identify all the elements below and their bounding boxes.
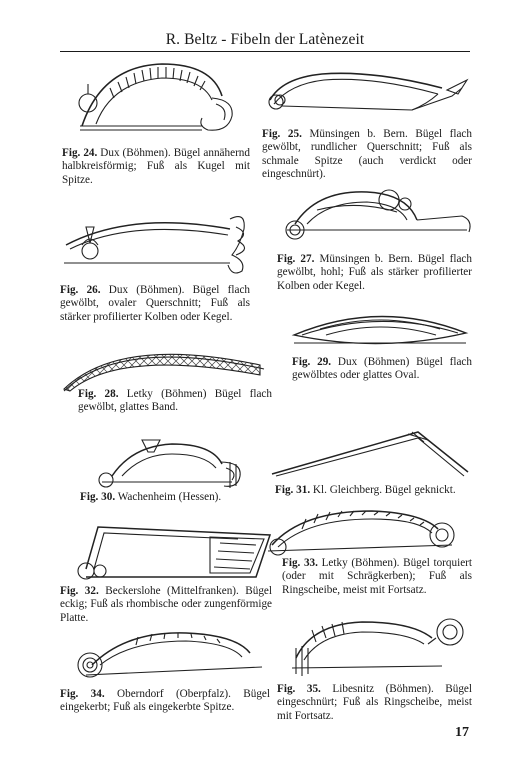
caption-text: Libesnitz (Böhmen). Bügel eingeschnürt; Fuß als Ringscheibe, meist mit Fortsatz. <box>277 683 472 722</box>
fibula-drawing-fig-29 <box>290 305 470 353</box>
header-rule <box>60 51 470 52</box>
caption-label: Fig. 25. <box>262 128 302 140</box>
caption-fig-30 <box>80 491 260 504</box>
caption-fig-35 <box>277 683 472 723</box>
caption-label: Fig. 26. <box>60 284 101 296</box>
caption-text: Wachenheim (Hessen). <box>117 491 222 503</box>
fibula-drawing-fig-33 <box>262 505 472 560</box>
fibula-drawing-fig-30 <box>92 432 247 492</box>
caption-fig-29 <box>292 356 472 383</box>
caption-text: Kl. Gleichberg. Bügel geknickt. <box>312 484 456 496</box>
page-number: 17 <box>455 725 469 740</box>
caption-label: Fig. 32. <box>60 585 99 597</box>
fibula-drawing-fig-35 <box>282 608 472 680</box>
caption-text: Dux (Böhmen) Bügel flach gewölbtes oder glattes Oval. <box>292 356 472 382</box>
caption-label: Fig. 34. <box>60 688 105 700</box>
caption-text: Oberndorf (Oberpfalz). Bügel eingekerbt; Fuß als eingekerbte Spitze. <box>60 688 270 714</box>
caption-fig-32 <box>60 585 272 625</box>
caption-fig-26 <box>60 284 250 324</box>
caption-fig-31 <box>275 484 470 497</box>
fibula-drawing-fig-32 <box>60 515 270 583</box>
caption-fig-24 <box>62 147 250 187</box>
caption-label: Fig. 28. <box>78 388 119 400</box>
fibula-drawing-fig-34 <box>66 625 266 685</box>
caption-label: Fig. 33. <box>282 557 318 569</box>
caption-text: Letky (Böhmen). Bügel torquiert (oder mit Schrägkerben); Fuß als Ringscheibe, meist mit Fortsatz. <box>282 557 472 596</box>
caption-fig-34 <box>60 688 270 715</box>
caption-text: Beckerslohe (Mittelfranken). Bügel eckig; Fuß als rhombische oder zungenförmige Platte. <box>60 585 273 624</box>
fibula-drawing-fig-31 <box>268 418 473 480</box>
caption-label: Fig. 27. <box>277 253 315 265</box>
caption-text: Münsingen b. Bern. Bügel flach gewölbt, rundlicher Querschnitt; Fuß als schmale Spitze (auch verdickt oder eingeschnürt). <box>262 128 472 180</box>
caption-label: Fig. 35. <box>277 683 321 695</box>
caption-label: Fig. 30. <box>80 491 116 503</box>
caption-text: Dux (Böhmen). Bügel annähernd halbkreisförmig; Fuß als Kugel mit Spitze. <box>62 147 250 186</box>
caption-fig-27 <box>277 253 472 293</box>
caption-label: Fig. 24. <box>62 147 98 159</box>
fibula-drawing-fig-27 <box>277 180 477 250</box>
caption-text: Letky (Böhmen) Bügel flach gewölbt, glattes Band. <box>78 388 272 414</box>
fibula-drawing-fig-25 <box>262 60 474 125</box>
caption-text: Dux (Böhmen). Bügel flach gewölbt, ovaler Querschnitt; Fuß als stärker profilierter Kolben oder Kegel. <box>60 284 250 323</box>
caption-fig-28 <box>78 388 272 415</box>
fibula-drawing-fig-24 <box>62 58 242 143</box>
caption-label: Fig. 31. <box>275 484 311 496</box>
fibula-drawing-fig-28 <box>60 333 270 395</box>
running-header: R. Beltz - Fibeln der Latènezeit <box>165 31 365 48</box>
caption-fig-25 <box>262 128 472 181</box>
caption-fig-33 <box>282 557 472 597</box>
caption-label: Fig. 29. <box>292 356 332 368</box>
fibula-drawing-fig-26 <box>60 205 260 280</box>
caption-text: Münsingen b. Bern. Bügel flach gewölbt, hohl; Fuß als stärker profilierter Kolben oder Kegel. <box>277 253 472 292</box>
